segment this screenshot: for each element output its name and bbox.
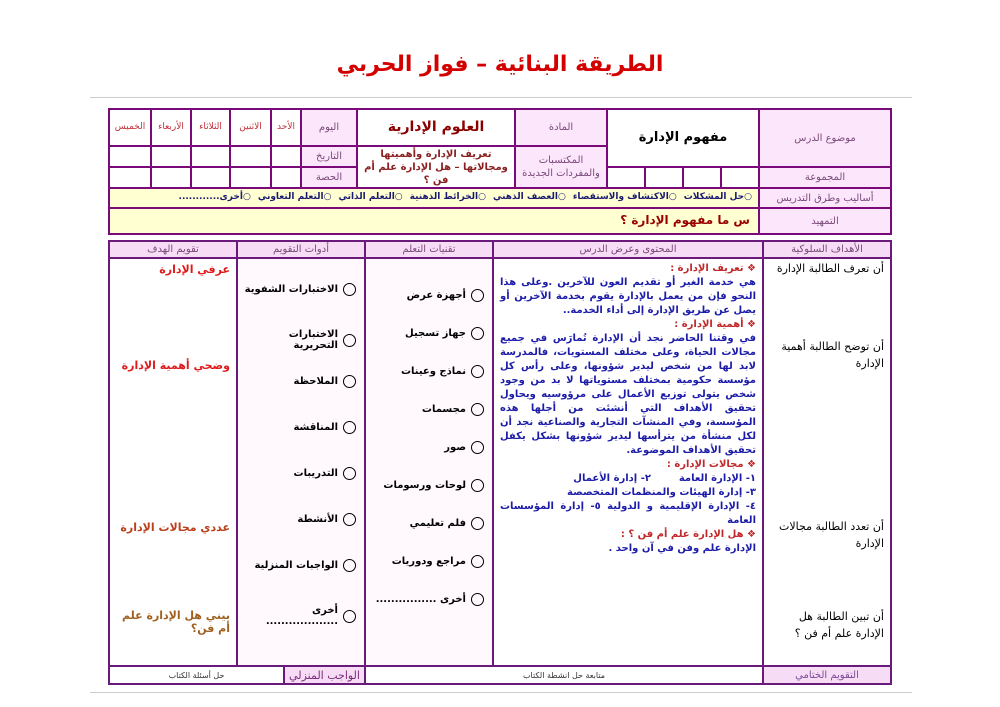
tool-option[interactable]: الواجبات المنزلية xyxy=(242,559,356,572)
date-cell[interactable] xyxy=(190,145,231,168)
page-title: الطريقة البنائية – فواز الحربي xyxy=(336,52,664,77)
group-label: المجموعة xyxy=(758,166,892,189)
content-list-item: ٣- إدارة الهيئات والمنظمات المتخصصة xyxy=(567,487,756,498)
tool-option[interactable]: أخرى ................... xyxy=(242,605,356,627)
technique-option[interactable]: أخرى ................ xyxy=(370,593,484,606)
method-option[interactable]: ○الاكتشاف والاستقصاء xyxy=(572,192,677,203)
subject: العلوم الإدارية xyxy=(356,108,516,147)
homework: حل أسئلة الكتاب xyxy=(108,665,285,685)
objective: أن تبين الطالبة هل الإدارة علم أم فن ؟ xyxy=(794,610,884,640)
radio-circle-icon[interactable] xyxy=(471,517,484,530)
radio-circle-icon[interactable] xyxy=(471,441,484,454)
content-header: المحتوى وعرض الدرس xyxy=(492,240,764,259)
tools-column xyxy=(236,257,366,667)
evaluation-question: عرفي الإدارة xyxy=(159,263,230,276)
day-thursday: الخميس xyxy=(108,108,152,147)
objectives-column xyxy=(762,257,892,667)
methods-label: أساليب وطرق التدريس xyxy=(758,187,892,209)
intro: س ما مفهوم الإدارة ؟ xyxy=(108,207,760,235)
content-paragraph: الإدارة علم وفن في آن واحد . xyxy=(608,543,756,554)
group-cell[interactable] xyxy=(720,166,760,189)
content-list-item: ١- الإدارة العامة ٢- إدارة الأعمال xyxy=(573,473,756,484)
homework-label: الواجب المنزلي xyxy=(283,665,366,685)
evaluation-column xyxy=(108,257,238,667)
tool-option[interactable]: الأنشطة xyxy=(242,513,356,526)
radio-circle-icon[interactable] xyxy=(343,559,356,572)
tool-option[interactable]: الاختبارات الشفوية xyxy=(242,283,356,296)
radio-circle-icon[interactable] xyxy=(343,334,356,347)
period-label: الحصة xyxy=(300,166,358,189)
period-cell[interactable] xyxy=(108,166,152,189)
radio-circle-icon[interactable] xyxy=(343,283,356,296)
radio-circle-icon[interactable] xyxy=(471,593,484,606)
evaluation-question: وضحي أهمية الإدارة xyxy=(121,359,230,372)
objectives-header: الأهداف السلوكية xyxy=(762,240,892,259)
radio-circle-icon[interactable] xyxy=(471,555,484,568)
techniques-header: تقنيات التعلم xyxy=(364,240,494,259)
techniques-column xyxy=(364,257,494,667)
period-cell[interactable] xyxy=(150,166,192,189)
content-paragraph: في وقتنا الحاضر نجد أن الإدارة تُمارَس في جميع مجالات الحياة، وعلى مختلف المستويات، فالمدرسة لابد لها من شخص ليدير شؤونها، وعلى رأس كل مؤسسة حكومية بمختلف مستوياتها لا بد من وجود شخص يتولى توزيع الأعمال على مرؤوسيه ويحاول تحقيق الأهداف التي أنشئت من أجلها هذه المؤسسة، وفي المنشآت التجارية والصناعية نجد أن لكل منشأة من يترأسها ليدير شؤونها بشكل يكفل تحقيق الأهداف الموضوعة. xyxy=(500,333,756,456)
content-list-item: ٤- الإدارة الإقليمية و الدولية ٥- إدارة المؤسسات العامة xyxy=(500,501,756,526)
radio-circle-icon[interactable] xyxy=(471,327,484,340)
day-sunday: الأحد xyxy=(270,108,302,147)
intro-label: التمهيد xyxy=(758,207,892,235)
lesson-topic: مفهوم الإدارة xyxy=(606,108,760,168)
method-option[interactable]: ○حل المشكلات xyxy=(683,192,752,203)
vocab: تعريف الإدارة وأهميتها ومجالاتها – هل الإدارة علم أم فن ؟ xyxy=(356,145,516,189)
content-column xyxy=(492,257,764,667)
vocab-label: المكتسبات والمفردات الجديدة xyxy=(514,145,608,189)
technique-option[interactable]: لوحات ورسومات xyxy=(370,479,484,492)
technique-option[interactable]: أجهزة عرض xyxy=(370,289,484,302)
method-option[interactable]: ○التعلم التعاوني xyxy=(257,192,332,203)
final-evaluation-label: التقويم الختامي xyxy=(762,665,892,685)
group-cell[interactable] xyxy=(644,166,684,189)
method-option[interactable]: ○أخرى............ xyxy=(178,192,251,203)
radio-circle-icon[interactable] xyxy=(471,403,484,416)
technique-option[interactable]: مراجع ودوريات xyxy=(370,555,484,568)
tool-option[interactable]: التدريبات xyxy=(242,467,356,480)
tool-option[interactable]: الملاحظة xyxy=(242,375,356,388)
content-paragraph: هي خدمة الغير أو تقديم العون للآخرين .وعلى هذا النحو فإن من يعمل بالإدارة يقوم بخدمة الآخرين أو يصل عن طريق الإدارة إلى أداء الخدمة.. xyxy=(500,277,756,316)
final-evaluation: متابعة حل انشطة الكتاب xyxy=(364,665,764,685)
date-cell[interactable] xyxy=(229,145,272,168)
date-label: التاريخ xyxy=(300,145,358,168)
day-wednesday: الأربعاء xyxy=(150,108,192,147)
radio-circle-icon[interactable] xyxy=(471,289,484,302)
group-cell[interactable] xyxy=(606,166,646,189)
radio-circle-icon[interactable] xyxy=(343,467,356,480)
period-cell[interactable] xyxy=(270,166,302,189)
day-label: اليوم xyxy=(300,108,358,147)
tool-option[interactable]: الاختبارات التحريرية xyxy=(242,329,356,351)
date-cell[interactable] xyxy=(270,145,302,168)
divider xyxy=(90,692,912,693)
radio-circle-icon[interactable] xyxy=(471,365,484,378)
radio-circle-icon[interactable] xyxy=(343,610,356,623)
radio-circle-icon[interactable] xyxy=(343,375,356,388)
technique-option[interactable]: فلم تعليمي xyxy=(370,517,484,530)
period-cell[interactable] xyxy=(229,166,272,189)
evaluation-header: تقويم الهدف xyxy=(108,240,238,259)
objective: أن توضح الطالبة أهمية الإدارة xyxy=(781,340,884,370)
objective: أن تعرف الطالبة الإدارة xyxy=(776,262,884,275)
day-tuesday: الثلاثاء xyxy=(190,108,231,147)
day-monday: الاثنين xyxy=(229,108,272,147)
lesson-topic-label: موضوع الدرس xyxy=(758,108,892,168)
group-cell[interactable] xyxy=(682,166,722,189)
date-cell[interactable] xyxy=(150,145,192,168)
evaluation-question: بيني هل الإدارة علم أم فن؟ xyxy=(121,609,230,635)
tool-option[interactable]: المناقشة xyxy=(242,421,356,434)
technique-option[interactable]: مجسمات xyxy=(370,403,484,416)
methods-row xyxy=(108,187,760,209)
divider xyxy=(90,97,912,98)
method-option[interactable]: ○الخرائط الذهنية xyxy=(409,192,486,203)
content-heading: ❖ هل الإدارة علم أم فن ؟ : xyxy=(620,529,756,540)
period-cell[interactable] xyxy=(190,166,231,189)
radio-circle-icon[interactable] xyxy=(471,479,484,492)
content-heading: ❖ مجالات الإدارة : xyxy=(666,459,756,470)
technique-option[interactable]: جهاز تسجيل xyxy=(370,327,484,340)
method-option[interactable]: ○التعلم الذاتي xyxy=(338,192,403,203)
evaluation-question: عددي مجالات الإدارة xyxy=(120,521,230,534)
date-cell[interactable] xyxy=(108,145,152,168)
radio-circle-icon[interactable] xyxy=(343,421,356,434)
objective: أن تعدد الطالبة مجالات الإدارة xyxy=(779,520,884,550)
method-option[interactable]: ○العصف الذهني xyxy=(493,192,566,203)
tools-header: أدوات التقويم xyxy=(236,240,366,259)
content-heading: ❖ أهمية الإدارة : xyxy=(674,319,756,330)
technique-option[interactable]: صور xyxy=(370,441,484,454)
subject-label: المادة xyxy=(514,108,608,147)
radio-circle-icon[interactable] xyxy=(343,513,356,526)
content-heading: ❖ تعريف الإدارة : xyxy=(670,263,756,274)
technique-option[interactable]: نماذج وعينات xyxy=(370,365,484,378)
